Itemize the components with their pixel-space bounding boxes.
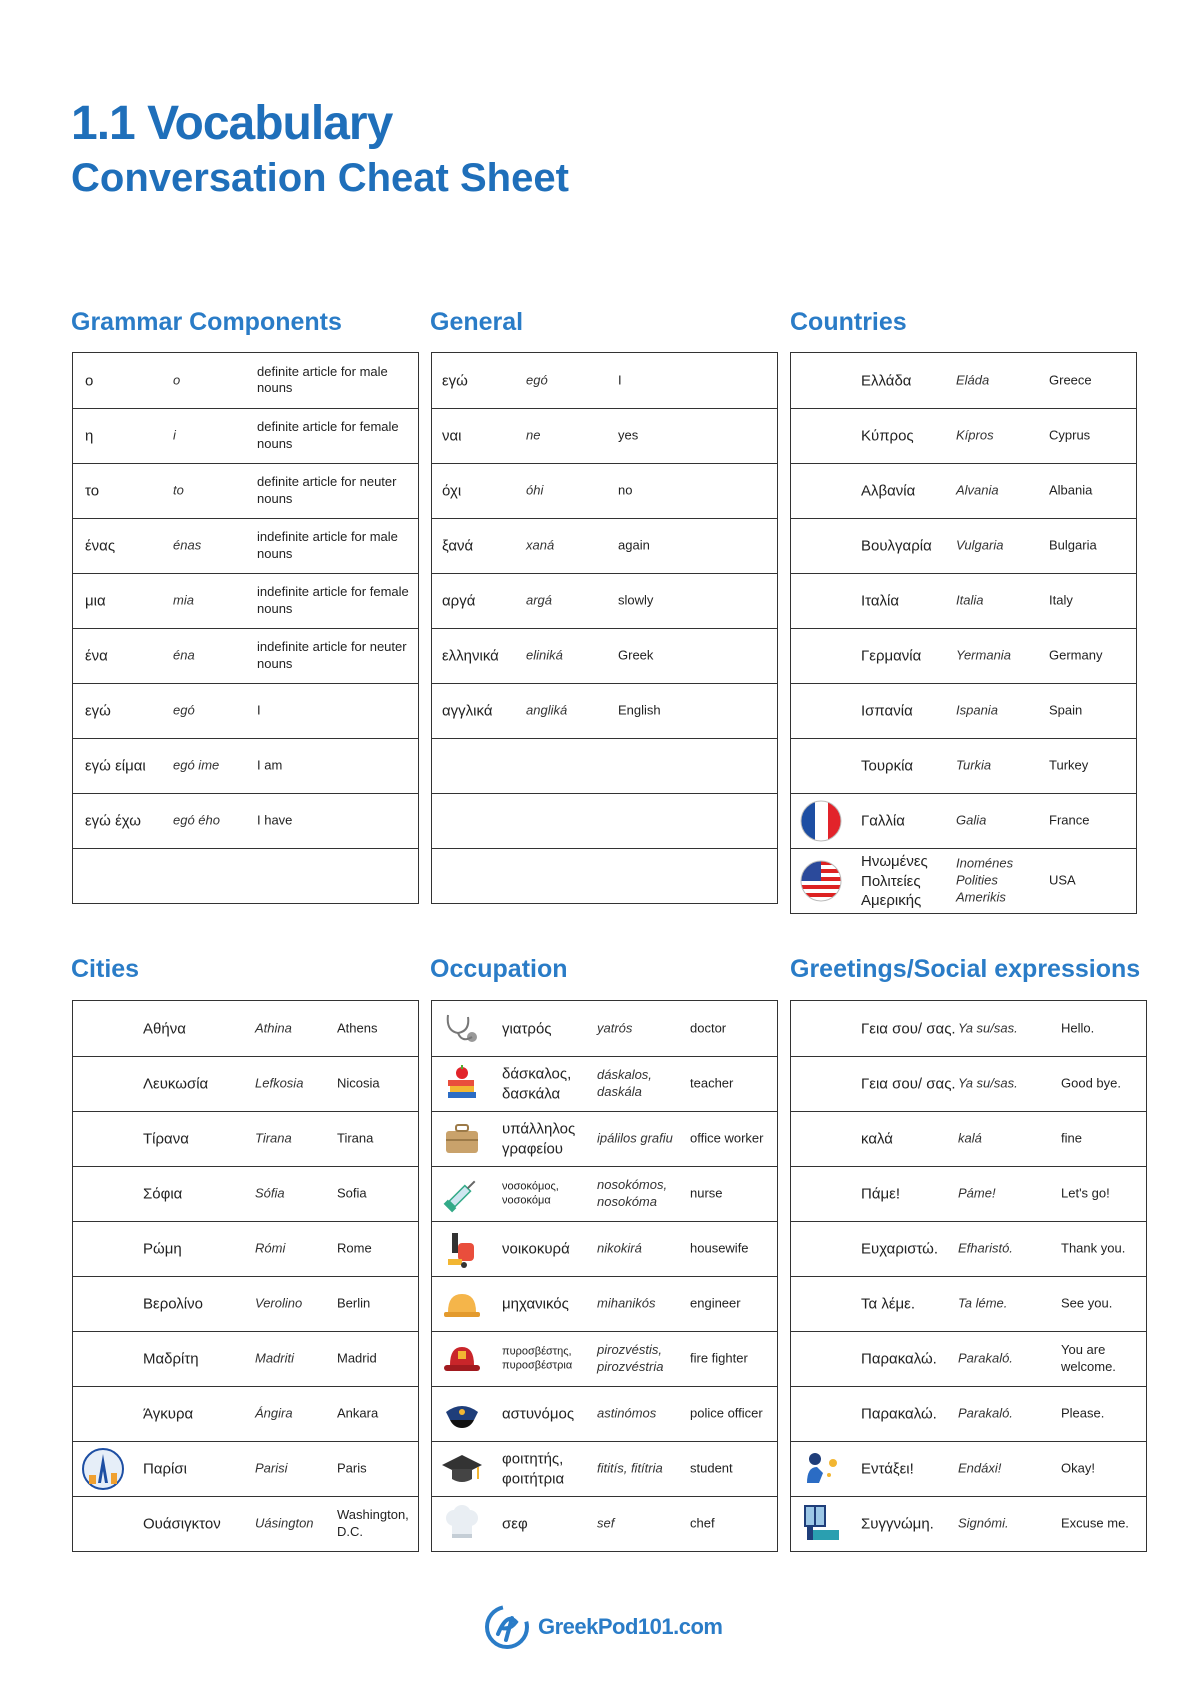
greetings-row — [791, 1111, 1146, 1166]
greetings-english-translation: Please. — [1061, 1405, 1105, 1421]
general-transliteration: óhi — [526, 482, 544, 498]
greetings-transliteration: kalá — [958, 1130, 982, 1146]
occupation-row — [432, 1056, 777, 1111]
occupation-transliteration: sef — [597, 1515, 615, 1531]
cities-row — [73, 1056, 418, 1111]
cities-transliteration: Sófia — [255, 1185, 285, 1201]
greetings-greek-term: Τα λέμε. — [861, 1295, 916, 1313]
grammar-greek-term: μια — [85, 592, 106, 610]
grammar-row — [73, 683, 418, 738]
grammar-greek-term: εγώ — [85, 702, 111, 720]
cities-row — [73, 1111, 418, 1166]
general-row — [432, 683, 777, 738]
general-row — [432, 848, 777, 903]
general-row — [432, 518, 777, 573]
countries-greek-term: Κύπρος — [861, 427, 914, 445]
grammar-row — [73, 793, 418, 848]
page-title: 1.1 Vocabulary — [71, 97, 393, 150]
cities-row — [73, 1276, 418, 1331]
occupation-greek-term: δάσκαλος, δασκάλα — [502, 1065, 572, 1102]
occupation-transliteration: nosokómos, nosokóma — [597, 1177, 668, 1209]
greetings-english-translation: Excuse me. — [1061, 1515, 1129, 1531]
occupation-row — [432, 1276, 777, 1331]
general-row — [432, 738, 777, 793]
cities-english-translation: Rome — [337, 1240, 372, 1256]
grammar-english-translation: I have — [257, 812, 293, 828]
greetings-transliteration: Ya su/sas. — [958, 1020, 1018, 1036]
section-title-greetings: Greetings/Social expressions — [790, 955, 1141, 983]
vacuum-icon — [440, 1227, 484, 1271]
cities-english-translation: Madrid — [337, 1350, 377, 1366]
cities-english-translation: Sofia — [337, 1185, 367, 1201]
grammar-english-translation: I am — [257, 757, 283, 773]
greetings-english-translation: You are welcome. — [1061, 1342, 1116, 1374]
grammar-transliteration: egó ime — [173, 757, 220, 773]
grammar-greek-term: εγώ έχω — [85, 812, 141, 830]
countries-row — [791, 628, 1136, 683]
cities-row — [73, 1166, 418, 1221]
cities-english-translation: Tirana — [337, 1130, 374, 1146]
occupation-row — [432, 1221, 777, 1276]
occupation-transliteration: yatrós — [597, 1020, 633, 1036]
greetings-english-translation: Thank you. — [1061, 1240, 1126, 1256]
general-english-translation: Greek — [618, 647, 654, 663]
general-transliteration: angliká — [526, 702, 568, 718]
occupation-row — [432, 1441, 777, 1496]
greetings-row — [791, 1056, 1146, 1111]
section-title-countries: Countries — [790, 308, 907, 336]
greetings-greek-term: καλά — [861, 1130, 893, 1148]
syringe-icon — [440, 1172, 484, 1216]
cities-greek-term: Μαδρίτη — [143, 1350, 199, 1368]
table-general — [431, 352, 778, 904]
countries-english-translation: Germany — [1049, 647, 1103, 663]
occupation-greek-term: νοικοκυρά — [502, 1240, 570, 1258]
countries-greek-term: Βουλγαρία — [861, 537, 932, 555]
flag-usa-icon — [799, 859, 843, 903]
greetings-english-translation: See you. — [1061, 1295, 1113, 1311]
cities-greek-term: Άγκυρα — [143, 1405, 194, 1423]
greetings-english-translation: Hello. — [1061, 1020, 1095, 1036]
occupation-transliteration: nikokirá — [597, 1240, 642, 1256]
cities-transliteration: Lefkosia — [255, 1075, 304, 1091]
grammar-english-translation: definite article for neuter nouns — [257, 474, 397, 506]
greetings-transliteration: Páme! — [958, 1185, 996, 1201]
grammar-english-translation: indefinite article for neuter nouns — [257, 639, 407, 671]
general-english-translation: yes — [618, 427, 639, 443]
table-occupation — [431, 1000, 778, 1552]
occupation-greek-term: αστυνόμος — [502, 1405, 575, 1423]
occupation-english-translation: fire fighter — [690, 1350, 748, 1366]
greetings-greek-term: Γεια σου/ σας. — [861, 1075, 956, 1093]
countries-transliteration: Eláda — [956, 372, 990, 388]
countries-english-translation: Albania — [1049, 482, 1093, 498]
grammar-transliteration: o — [173, 372, 181, 388]
greetings-transliteration: Parakaló. — [958, 1350, 1013, 1366]
greetings-transliteration: Efharistó. — [958, 1240, 1013, 1256]
section-title-occupation: Occupation — [430, 955, 568, 983]
occupation-greek-term: υπάλληλος γραφείου — [502, 1120, 576, 1157]
occupation-row — [432, 1331, 777, 1386]
greetings-row — [791, 1441, 1146, 1496]
greetings-row — [791, 1001, 1146, 1056]
cities-greek-term: Λευκωσία — [143, 1075, 209, 1093]
countries-greek-term: Γαλλία — [861, 812, 905, 830]
general-greek-term: ελληνικά — [442, 647, 499, 665]
occupation-greek-term: νοσοκόμος, νοσοκόμα — [502, 1180, 559, 1207]
grammar-english-translation: indefinite article for male nouns — [257, 529, 398, 561]
cities-english-translation: Washington, D.C. — [337, 1507, 409, 1539]
table-countries — [790, 352, 1137, 914]
cities-english-translation: Ankara — [337, 1405, 379, 1421]
cities-greek-term: Ρώμη — [143, 1240, 182, 1258]
grammar-english-translation: definite article for female nouns — [257, 419, 399, 451]
graduation-cap-icon — [440, 1447, 484, 1491]
general-transliteration: egó — [526, 372, 548, 388]
general-row — [432, 628, 777, 683]
section-title-cities: Cities — [71, 955, 140, 983]
occupation-greek-term: πυροσβέστης, πυροσβέστρια — [502, 1345, 573, 1372]
grammar-row — [73, 463, 418, 518]
grammar-greek-term: η — [85, 427, 94, 445]
cities-transliteration: Athina — [255, 1020, 292, 1036]
page-subtitle: Conversation Cheat Sheet — [71, 156, 569, 200]
countries-english-translation: Italy — [1049, 592, 1073, 608]
countries-greek-term: Ιταλία — [861, 592, 900, 610]
general-row — [432, 408, 777, 463]
greetings-greek-term: Παρακαλώ. — [861, 1405, 937, 1423]
grammar-transliteration: egó ého — [173, 812, 220, 828]
cities-transliteration: Rómi — [255, 1240, 286, 1256]
greetings-row — [791, 1166, 1146, 1221]
occupation-english-translation: doctor — [690, 1020, 727, 1036]
grammar-row — [73, 518, 418, 573]
occupation-english-translation: student — [690, 1460, 733, 1476]
greetings-greek-term: Εντάξει! — [861, 1460, 914, 1478]
occupation-row — [432, 1386, 777, 1441]
countries-transliteration: Inoménes Polities Amerikis — [956, 855, 1014, 905]
countries-row — [791, 518, 1136, 573]
general-transliteration: ne — [526, 427, 541, 443]
countries-transliteration: Vulgaria — [956, 537, 1004, 553]
countries-english-translation: Bulgaria — [1049, 537, 1097, 553]
cities-row — [73, 1386, 418, 1441]
greetings-english-translation: fine — [1061, 1130, 1082, 1146]
cities-greek-term: Αθήνα — [143, 1019, 186, 1037]
greetings-transliteration: Ya su/sas. — [958, 1075, 1018, 1091]
countries-greek-term: Ελλάδα — [861, 371, 912, 389]
general-row — [432, 463, 777, 518]
occupation-transliteration: mihanikós — [597, 1295, 656, 1311]
greetings-row — [791, 1386, 1146, 1441]
hard-hat-icon — [440, 1282, 484, 1326]
cities-english-translation: Paris — [337, 1460, 367, 1476]
grammar-row — [73, 738, 418, 793]
occupation-greek-term: γιατρός — [502, 1019, 552, 1037]
general-greek-term: αργά — [442, 592, 476, 610]
stethoscope-icon — [440, 1007, 484, 1051]
grammar-greek-term: ένας — [85, 537, 116, 555]
briefcase-icon — [440, 1117, 484, 1161]
greetings-row — [791, 1221, 1146, 1276]
occupation-transliteration: astinómos — [597, 1405, 657, 1421]
cities-greek-term: Βερολίνο — [143, 1295, 203, 1313]
grammar-row — [73, 408, 418, 463]
greetings-row — [791, 1496, 1146, 1551]
occupation-english-translation: nurse — [690, 1185, 723, 1201]
cities-transliteration: Verolino — [255, 1295, 303, 1311]
greetings-english-translation: Good bye. — [1061, 1075, 1121, 1091]
grammar-english-translation: indefinite article for female nouns — [257, 584, 409, 616]
general-greek-term: όχι — [442, 482, 462, 500]
greetings-greek-term: Παρακαλώ. — [861, 1350, 937, 1368]
greetings-transliteration: Signómi. — [958, 1515, 1009, 1531]
cities-row — [73, 1331, 418, 1386]
cities-greek-term: Τίρανα — [143, 1130, 189, 1148]
occupation-transliteration: ipálilos grafiu — [597, 1130, 673, 1146]
grammar-row — [73, 573, 418, 628]
occupation-english-translation: teacher — [690, 1075, 734, 1091]
general-transliteration: xaná — [526, 537, 555, 553]
general-english-translation: I — [618, 372, 622, 388]
countries-greek-term: Ηνωμένες Πολιτείες Αμερικής — [861, 852, 928, 909]
countries-greek-term: Αλβανία — [861, 482, 916, 500]
grammar-row — [73, 848, 418, 903]
cities-transliteration: Madriti — [255, 1350, 295, 1366]
footer-logo[interactable] — [484, 1604, 722, 1650]
grammar-greek-term: εγώ είμαι — [85, 757, 146, 775]
grammar-greek-term: ο — [85, 371, 94, 389]
okay-person-icon — [799, 1447, 843, 1491]
cities-greek-term: Παρίσι — [143, 1460, 187, 1478]
greetings-greek-term: Ευχαριστώ. — [861, 1240, 939, 1258]
cities-english-translation: Nicosia — [337, 1075, 380, 1091]
countries-english-translation: Greece — [1049, 372, 1092, 388]
cities-english-translation: Berlin — [337, 1295, 371, 1311]
countries-row — [791, 463, 1136, 518]
general-transliteration: argá — [526, 592, 553, 608]
occupation-greek-term: φοιτητής, φοιτήτρια — [502, 1450, 565, 1487]
table-cities — [72, 1000, 419, 1552]
greetings-greek-term: Συγγνώμη. — [861, 1515, 934, 1533]
greekpod-logo-icon — [484, 1604, 530, 1650]
cities-row — [73, 1221, 418, 1276]
table-greetings — [790, 1000, 1147, 1552]
general-english-translation: slowly — [618, 592, 654, 608]
general-greek-term: εγώ — [442, 371, 468, 389]
greetings-english-translation: Okay! — [1061, 1460, 1095, 1476]
occupation-english-translation: office worker — [690, 1130, 764, 1146]
grammar-row — [73, 353, 418, 408]
countries-transliteration: Turkia — [956, 757, 992, 773]
occupation-row — [432, 1166, 777, 1221]
grammar-row — [73, 628, 418, 683]
paris-icon — [81, 1447, 125, 1491]
occupation-english-translation: housewife — [690, 1240, 749, 1256]
cities-transliteration: Ángira — [255, 1405, 293, 1421]
greetings-greek-term: Γεια σου/ σας. — [861, 1019, 956, 1037]
cities-row — [73, 1496, 418, 1551]
greetings-row — [791, 1276, 1146, 1331]
countries-row — [791, 683, 1136, 738]
countries-english-translation: USA — [1049, 872, 1076, 888]
countries-row — [791, 408, 1136, 463]
countries-greek-term: Ισπανία — [861, 702, 913, 720]
countries-transliteration: Kípros — [956, 427, 994, 443]
occupation-english-translation: chef — [690, 1515, 715, 1531]
cities-greek-term: Σόφια — [143, 1185, 183, 1203]
cities-transliteration: Uásington — [255, 1515, 314, 1531]
grammar-english-translation: definite article for male nouns — [257, 363, 388, 396]
occupation-english-translation: engineer — [690, 1295, 741, 1311]
countries-row — [791, 353, 1136, 408]
grammar-transliteration: to — [173, 482, 184, 498]
countries-row — [791, 573, 1136, 628]
cities-transliteration: Tirana — [255, 1130, 292, 1146]
countries-english-translation: Turkey — [1049, 757, 1089, 773]
occupation-greek-term: σεφ — [502, 1515, 528, 1533]
footer-logo-text: GreekPod101.com — [538, 1614, 723, 1639]
section-title-grammar: Grammar Components — [71, 308, 342, 336]
grammar-transliteration: egó — [173, 702, 195, 718]
occupation-transliteration: fititís, fitítria — [597, 1460, 663, 1476]
countries-row — [791, 848, 1136, 913]
grammar-transliteration: mia — [173, 592, 194, 608]
countries-row — [791, 793, 1136, 848]
countries-transliteration: Yermania — [956, 647, 1011, 663]
grammar-transliteration: énas — [173, 537, 202, 553]
greetings-english-translation: Let's go! — [1061, 1185, 1110, 1201]
general-greek-term: ναι — [442, 427, 462, 445]
cities-english-translation: Athens — [337, 1020, 378, 1036]
countries-greek-term: Τουρκία — [861, 757, 914, 775]
cities-row — [73, 1001, 418, 1056]
grammar-transliteration: i — [173, 427, 176, 443]
grammar-transliteration: éna — [173, 647, 195, 663]
occupation-english-translation: police officer — [690, 1405, 763, 1421]
flag-france-icon — [799, 799, 843, 843]
chef-hat-icon — [440, 1502, 484, 1546]
countries-english-translation: Cyprus — [1049, 427, 1091, 443]
occupation-transliteration: dáskalos, daskála — [597, 1067, 652, 1099]
cities-greek-term: Ουάσιγκτον — [143, 1515, 221, 1533]
general-english-translation: no — [618, 482, 633, 498]
greetings-transliteration: Ta léme. — [958, 1295, 1008, 1311]
occupation-row — [432, 1496, 777, 1551]
books-apple-icon — [440, 1062, 484, 1106]
greetings-transliteration: Parakaló. — [958, 1405, 1013, 1421]
countries-row — [791, 738, 1136, 793]
countries-english-translation: Spain — [1049, 702, 1083, 718]
bed-window-icon — [799, 1502, 843, 1546]
general-english-translation: again — [618, 537, 650, 553]
cities-row — [73, 1441, 418, 1496]
countries-transliteration: Italia — [956, 592, 984, 608]
general-greek-term: ξανά — [442, 537, 474, 555]
countries-greek-term: Γερμανία — [861, 647, 922, 665]
general-row — [432, 793, 777, 848]
grammar-greek-term: το — [85, 482, 100, 500]
general-row — [432, 353, 777, 408]
occupation-greek-term: μηχανικός — [502, 1295, 569, 1313]
countries-transliteration: Ispania — [956, 702, 998, 718]
table-grammar — [72, 352, 419, 904]
greetings-greek-term: Πάμε! — [861, 1185, 901, 1203]
occupation-row — [432, 1001, 777, 1056]
grammar-greek-term: ένα — [85, 647, 108, 665]
grammar-english-translation: I — [257, 702, 261, 718]
greetings-transliteration: Endáxi! — [958, 1460, 1002, 1476]
countries-transliteration: Alvania — [956, 482, 999, 498]
general-english-translation: English — [618, 702, 661, 718]
general-row — [432, 573, 777, 628]
greetings-row — [791, 1331, 1146, 1386]
police-cap-icon — [440, 1392, 484, 1436]
fire-helmet-icon — [440, 1337, 484, 1381]
occupation-transliteration: pirozvéstis, pirozvéstria — [597, 1342, 664, 1374]
section-title-general: General — [430, 308, 524, 336]
occupation-row — [432, 1111, 777, 1166]
countries-english-translation: France — [1049, 812, 1090, 828]
general-transliteration: eliniká — [526, 647, 563, 663]
countries-transliteration: Galia — [956, 812, 987, 828]
general-greek-term: αγγλικά — [442, 702, 493, 720]
cities-transliteration: Parisi — [255, 1460, 288, 1476]
